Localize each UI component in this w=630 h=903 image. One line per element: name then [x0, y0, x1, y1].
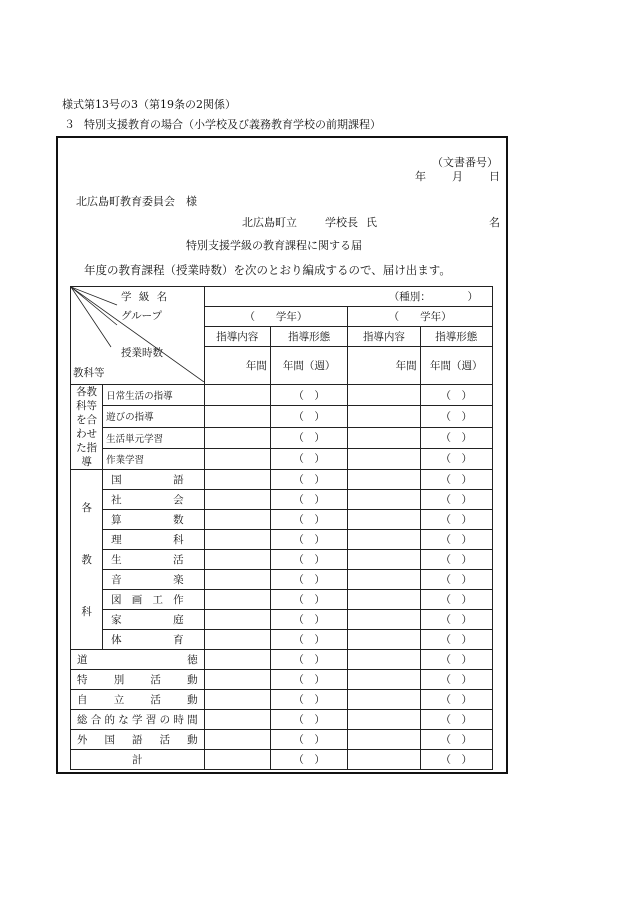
hours-week-cell: （ ）	[420, 610, 492, 630]
total-label: 計	[71, 750, 205, 770]
other-item: 特別活動	[71, 670, 205, 690]
empty-cell	[348, 570, 420, 590]
document-title: 特別支援学級の教育課程に関する届	[186, 239, 362, 252]
section-heading	[64, 116, 381, 132]
empty-cell	[204, 448, 270, 469]
empty-cell	[204, 630, 270, 650]
combined-item: 作業学習	[103, 448, 204, 469]
empty-cell	[204, 530, 270, 550]
hours-week-cell: （ ）	[270, 470, 347, 490]
subject-item: 図画工作	[103, 590, 204, 610]
other-item: 総合的な学習の時間	[71, 710, 205, 730]
hours-week-cell: （ ）	[270, 650, 347, 670]
empty-cell	[348, 710, 420, 730]
grade-cell-2: （ 学年）	[348, 307, 493, 327]
guidance-content-2: 指導内容	[348, 327, 420, 347]
other-item: 道徳	[71, 650, 205, 670]
hours-week-cell: （ ）	[270, 730, 347, 750]
empty-cell	[204, 710, 270, 730]
empty-cell	[348, 385, 420, 406]
form-number: 様式第13号の3（第19条の2関係）	[62, 98, 236, 111]
hours-week-cell: （ ）	[270, 590, 347, 610]
hours-week-cell: （ ）	[270, 550, 347, 570]
empty-cell	[348, 490, 420, 510]
empty-cell	[348, 690, 420, 710]
empty-cell	[348, 750, 420, 770]
hours-week-cell: （ ）	[420, 590, 492, 610]
date-year: 年	[415, 170, 426, 183]
subject-label: 教科等	[73, 367, 105, 379]
empty-cell	[204, 470, 270, 490]
guidance-content-1: 指導内容	[204, 327, 270, 347]
hours-week-cell: （ ）	[420, 406, 492, 427]
hours-week-cell: （ ）	[420, 510, 492, 530]
hours-week-cell: （ ）	[270, 570, 347, 590]
subject-item: 生活	[103, 550, 204, 570]
hours-week-cell: （ ）	[270, 490, 347, 510]
subject-item: 国語	[103, 470, 204, 490]
empty-cell	[348, 650, 420, 670]
hours-week-cell: （ ）	[420, 570, 492, 590]
hours-week-cell: （ ）	[420, 550, 492, 570]
hours-week-cell: （ ）	[420, 750, 492, 770]
sender-line	[242, 214, 377, 230]
hours-week-cell: （ ）	[270, 385, 347, 406]
hours-week-cell: （ ）	[270, 510, 347, 530]
hours-week-cell: （ ）	[420, 710, 492, 730]
subject-item: 家庭	[103, 610, 204, 630]
hours-week-cell: （ ）	[270, 448, 347, 469]
hours-week-cell: （ ）	[270, 710, 347, 730]
combined-item: 生活単元学習	[103, 427, 204, 448]
empty-cell	[204, 610, 270, 630]
sender-honorific: 氏	[366, 216, 377, 229]
empty-cell	[348, 550, 420, 570]
hours-week-cell: （ ）	[420, 670, 492, 690]
guidance-form-1: 指導形態	[270, 327, 347, 347]
guidance-form-2: 指導形態	[420, 327, 492, 347]
hours-week-cell: （ ）	[420, 530, 492, 550]
hours-week-cell: （ ）	[420, 427, 492, 448]
empty-cell	[348, 427, 420, 448]
hours-week-cell: （ ）	[270, 630, 347, 650]
subject-item: 算数	[103, 510, 204, 530]
empty-cell	[204, 550, 270, 570]
sender-school: 北広島町立	[242, 216, 297, 229]
lesson-hours-label: 授業時数	[121, 347, 163, 359]
empty-cell	[348, 510, 420, 530]
hours-week-cell: （ ）	[270, 690, 347, 710]
empty-cell	[204, 590, 270, 610]
hours-week-cell: （ ）	[270, 406, 347, 427]
empty-cell	[348, 610, 420, 630]
hours-week-cell: （ ）	[420, 490, 492, 510]
empty-cell	[204, 490, 270, 510]
empty-cell	[204, 510, 270, 530]
curriculum-table	[70, 286, 493, 770]
hours-week-cell: （ ）	[270, 670, 347, 690]
hours-week-cell: （ ）	[270, 610, 347, 630]
date-month: 月	[452, 170, 463, 183]
section-title: 特別支援教育の場合（小学校及び義務教育学校の前期課程）	[84, 118, 381, 131]
empty-cell	[348, 448, 420, 469]
empty-cell	[348, 670, 420, 690]
empty-cell	[348, 530, 420, 550]
empty-cell	[204, 570, 270, 590]
subjects-group-label: 各 教 科	[71, 470, 103, 650]
header-diagonal-cell	[71, 287, 205, 385]
other-item: 外国語活動	[71, 730, 205, 750]
class-name-label: 学 級 名	[121, 291, 170, 303]
hours-week-cell: （ ）	[420, 690, 492, 710]
empty-cell	[348, 630, 420, 650]
annual-week-2: 年間（週）	[420, 347, 492, 385]
date-day: 日	[489, 170, 500, 183]
date-line	[389, 168, 500, 184]
subject-item: 音楽	[103, 570, 204, 590]
class-type-cell: （種別： ）	[204, 287, 492, 307]
empty-cell	[204, 670, 270, 690]
hours-week-cell: （ ）	[420, 448, 492, 469]
hours-week-cell: （ ）	[420, 385, 492, 406]
grade-cell-1: （ 学年）	[204, 307, 348, 327]
empty-cell	[204, 650, 270, 670]
sender-title: 学校長	[325, 216, 358, 229]
empty-cell	[204, 690, 270, 710]
sender-name-suffix: 名	[489, 216, 500, 229]
annual-1: 年間	[204, 347, 270, 385]
combined-item: 日常生活の指導	[103, 385, 204, 406]
combined-group-label: 各教科等を合わせた指導	[71, 385, 103, 470]
hours-week-cell: （ ）	[420, 650, 492, 670]
section-number: ３	[64, 118, 75, 131]
hours-week-cell: （ ）	[270, 750, 347, 770]
other-item: 自立活動	[71, 690, 205, 710]
group-label: グループ	[121, 310, 163, 322]
hours-week-cell: （ ）	[420, 470, 492, 490]
subject-item: 社会	[103, 490, 204, 510]
empty-cell	[204, 750, 270, 770]
empty-cell	[348, 470, 420, 490]
empty-cell	[204, 406, 270, 427]
addressee: 北広島町教育委員会 様	[76, 195, 197, 208]
empty-cell	[204, 427, 270, 448]
hours-week-cell: （ ）	[270, 427, 347, 448]
notification-form	[56, 136, 508, 774]
empty-cell	[348, 406, 420, 427]
annual-2: 年間	[348, 347, 420, 385]
empty-cell	[204, 385, 270, 406]
hours-week-cell: （ ）	[420, 730, 492, 750]
hours-week-cell: （ ）	[420, 630, 492, 650]
combined-item: 遊びの指導	[103, 406, 204, 427]
annual-week-1: 年間（週）	[270, 347, 347, 385]
empty-cell	[204, 730, 270, 750]
subject-item: 理科	[103, 530, 204, 550]
subject-item: 体育	[103, 630, 204, 650]
empty-cell	[348, 730, 420, 750]
hours-week-cell: （ ）	[270, 530, 347, 550]
empty-cell	[348, 590, 420, 610]
document-body: 年度の教育課程（授業時数）を次のとおり編成するので、届け出ます。	[84, 263, 451, 277]
document-number: （文書番号）	[432, 156, 498, 169]
